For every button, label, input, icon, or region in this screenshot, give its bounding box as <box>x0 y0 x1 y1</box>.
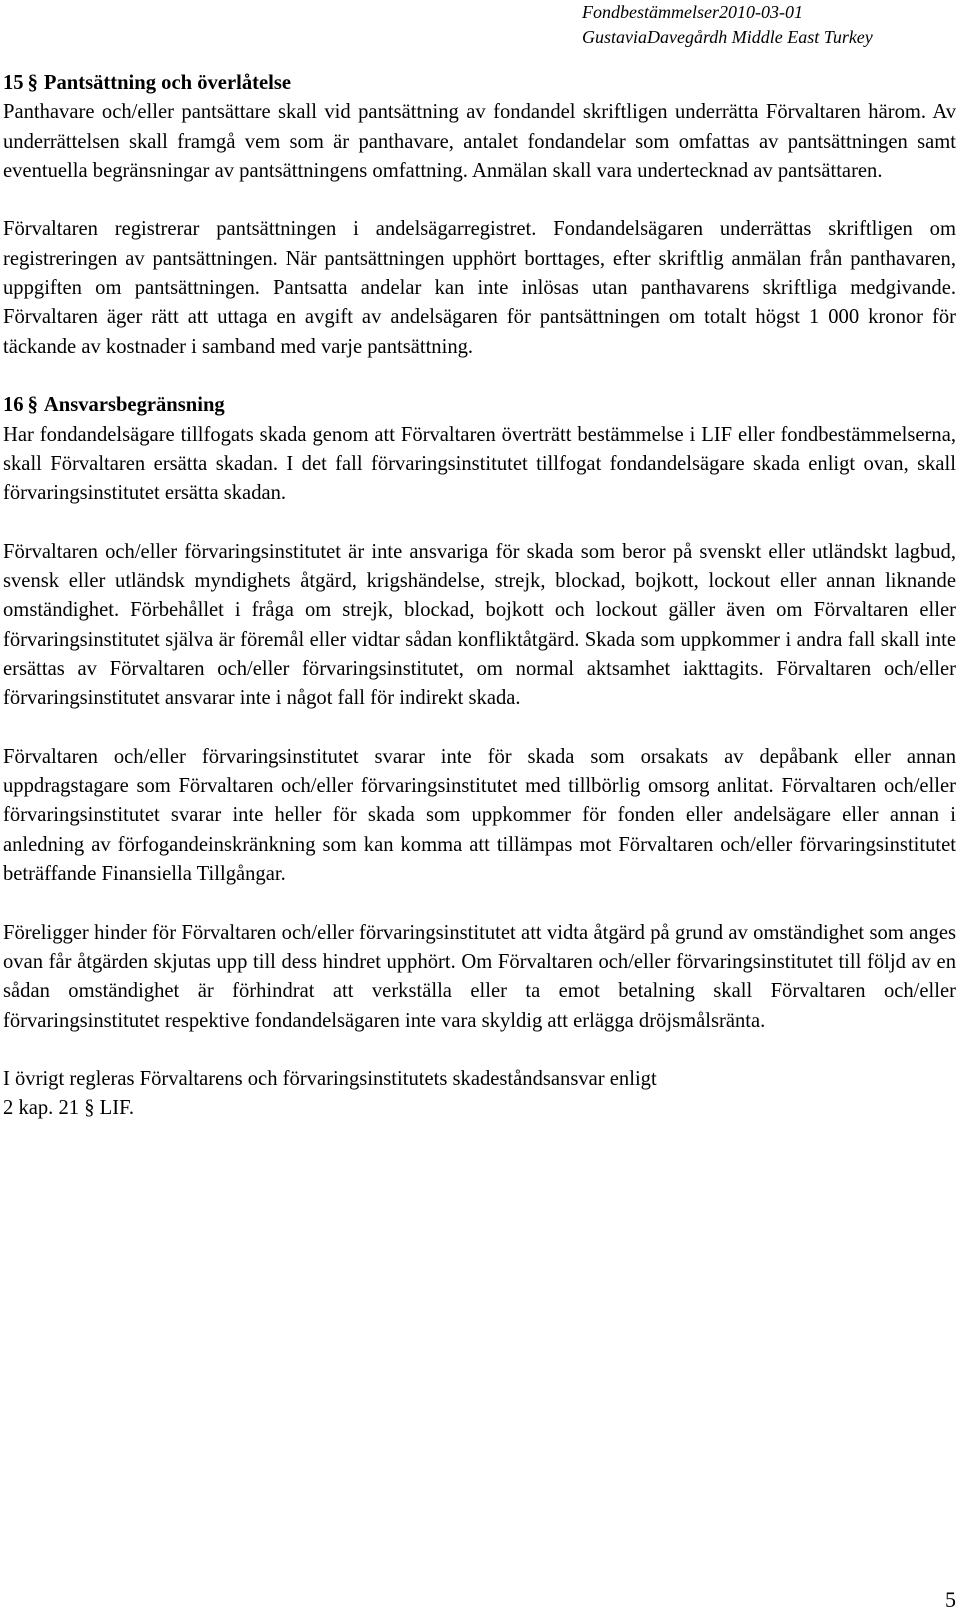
document-body <box>3 69 956 1153</box>
section-title: Pantsättning och överlåtelse <box>43 72 291 94</box>
paragraph: Förvaltaren och/eller förvaringsinstitutet är inte ansvariga för skada som beror på svenskt eller utländskt lagbud, svensk eller utländsk myndighets åtgärd, krigshändelse, strejk, blockad, bojkott, lockout eller annan liknande omständighet. Förbehållet i fråga om strejk, blockad, bojkott och lockout gäller även om Förvaltaren eller förvaringsinstitutet själva är föremål eller vidtar sådan konfliktåtgärd. Skada som uppkommer i andra fall skall inte ersättas av Förvaltaren och/eller förvaringsinstitutet, om normal aktsamhet iakttagits. Förvaltaren och/eller förvaringsinstitutet ansvarar inte i något fall för indirekt skada. <box>3 540 956 710</box>
closing-line: 2 kap. 21 § LIF. <box>3 1097 135 1120</box>
section-symbol: § <box>27 72 38 94</box>
section-heading <box>3 69 956 98</box>
paragraph: Förvaltaren och/eller förvaringsinstitutet svarar inte för skada som orsakats av depåbank eller annan uppdragstagare som Förvaltaren och/eller förvaringsinstitutet med tillbörlig omsorg anlitat. Förvaltaren och/eller förvaringsinstitutet svarar inte heller för skada som uppkommer för fonden eller andelsägare eller annan i anledning av förfogandeinskränkning som kan komma att tillämpas mot Förvaltaren och/eller förvaringsinstitutet beträffande Finansiella Tillgångar. <box>3 745 956 886</box>
closing-paragraph <box>3 1065 956 1124</box>
section-15 <box>3 69 956 362</box>
paragraph: Föreligger hinder för Förvaltaren och/eller förvaringsinstitutet att vidta åtgärd på grund av omständighet som anges ovan får åtgärden skjutas upp till dess hindret upphört. Om Förvaltaren och/eller förvaringsinstitutet till följd av en sådan omständighet är förhindrat att verkställa eller ta emot betalning skall Förvaltaren och/eller förvaringsinstitutet respektive fondandelsägaren inte vara skyldig att erlägga dröjsmålsränta. <box>3 921 956 1032</box>
paragraph: Förvaltaren registrerar pantsättningen i andelsägarregistret. Fondandelsägaren underrättas skriftligen om registreringen av pantsättningen. När pantsättningen upphört borttages, efter skriftlig anmälan från panthavaren, uppgiften om pantsättningen. Pantsatta andelar kan inte inlösas utan panthavarens skriftliga medgivande. Förvaltaren äger rätt att uttaga en avgift av andelsägaren för pantsättningen om totalt högst 1 000 kronor för täckande av kostnader i samband med varje pantsättning. <box>3 218 956 358</box>
section-16 <box>3 391 956 1123</box>
section-symbol: § <box>27 394 38 417</box>
section-number: 15 <box>3 72 24 94</box>
paragraph: Har fondandelsägare tillfogats skada genom att Förvaltaren överträtt bestämmelse i LIF eller fondbestämmelserna, skall Förvaltaren ersätta skadan. I det fall förvaringsinstitutet tillfogat fondandelsägare skada enligt ovan, skall förvaringsinstitutet ersätta skadan. <box>3 423 956 505</box>
section-title: Ansvarsbegränsning <box>43 394 225 417</box>
page-number: 5 <box>945 1587 956 1612</box>
running-header: Fondbestämmelser2010-03-01 GustaviaDavegårdh Middle East Turkey <box>582 2 873 47</box>
section-number: 16 <box>3 394 24 417</box>
closing-line: I övrigt regleras Förvaltarens och förvaringsinstitutets skadeståndsansvar enligt <box>3 1068 657 1091</box>
paragraph: Panthavare och/eller pantsättare skall vid pantsättning av fondandel skriftligen underrätta Förvaltaren härom. Av underrättelsen skall framgå vem som är panthavare, antalet fondandelar som omfattas av pantsättningen samt eventuella begränsningar av pantsättningens omfattning. Anmälan skall vara undertecknad av pantsättaren. <box>3 101 956 182</box>
section-heading <box>3 391 956 420</box>
